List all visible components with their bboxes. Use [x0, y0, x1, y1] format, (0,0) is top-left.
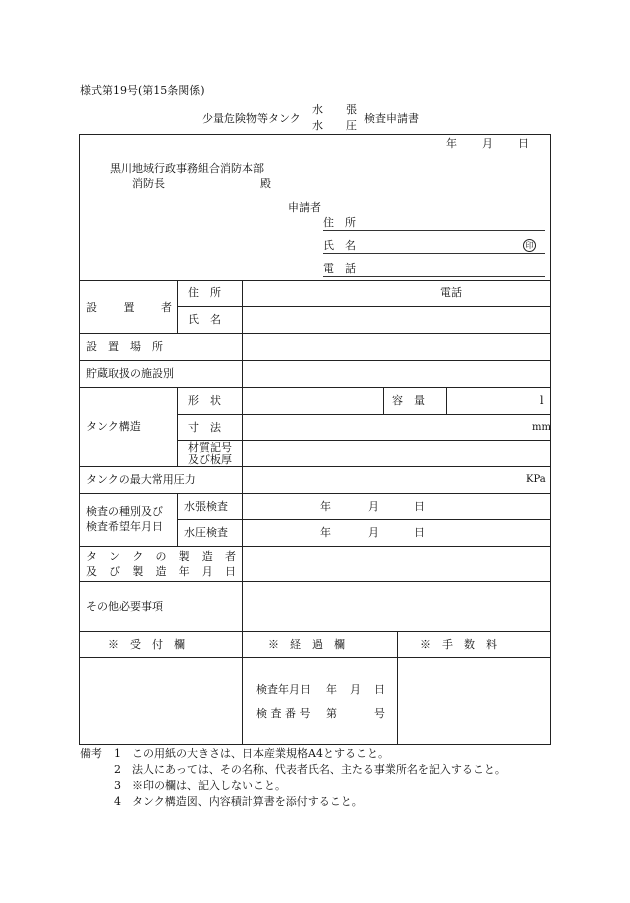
- rule: [80, 546, 550, 547]
- rule: [242, 493, 243, 546]
- rule: [177, 306, 550, 307]
- remark-number: 1: [114, 747, 121, 760]
- rule: [242, 333, 243, 387]
- inspection-label-2: 検査希望年月日: [86, 520, 163, 533]
- manufacturer-label-2: 及 び 製 造 年 月 日: [86, 565, 236, 578]
- rule: [242, 546, 243, 631]
- remarks-label: 備考: [80, 747, 102, 760]
- inspection-date-day: 日: [374, 683, 385, 696]
- installer-name-label: 氏 名: [188, 313, 221, 326]
- remark-number: 2: [114, 763, 121, 776]
- facility-type-label: 貯蔵取扱の施設別: [86, 367, 174, 380]
- max-pressure-unit: KPa: [526, 474, 546, 485]
- date-year: 年: [446, 137, 457, 150]
- progress-column-header: ※ 経 過 欄: [268, 638, 345, 651]
- remark-number: 3: [114, 779, 121, 792]
- rule: [80, 466, 550, 467]
- date-day: 日: [518, 137, 529, 150]
- dimension-unit: mm: [532, 422, 551, 433]
- applicant-phone-label: 電 話: [323, 262, 356, 275]
- max-pressure-label: タンクの最大常用圧力: [86, 473, 196, 486]
- water-fill-month: 月: [368, 500, 379, 513]
- remark-text: 法人にあっては、その名称、代表者氏名、主たる事業所名を記入すること。: [132, 763, 506, 776]
- date-month: 月: [482, 137, 493, 150]
- water-pressure-year: 年: [320, 526, 331, 539]
- rule: [80, 631, 550, 632]
- inspection-number-prefix: 第: [326, 707, 337, 720]
- remark-text: タンク構造図、内容積計算書を添付すること。: [132, 795, 363, 808]
- installer-label: 設 置 者: [86, 301, 172, 314]
- applicant-address-line: [323, 230, 545, 231]
- form-title: [0, 100, 630, 134]
- tank-structure-label: タンク構造: [86, 420, 141, 433]
- applicant-name-line: [323, 253, 545, 254]
- rule: [177, 493, 178, 546]
- rule: [80, 387, 550, 388]
- title-option-fill: 張: [346, 103, 357, 116]
- title-suffix: 検査申請書: [364, 112, 419, 125]
- rule: [446, 387, 447, 414]
- fee-column-header: ※ 手 数 料: [420, 638, 497, 651]
- rule: [80, 333, 550, 334]
- water-pressure-day: 日: [414, 526, 425, 539]
- title-prefix: 少量危険物等タンク: [202, 112, 301, 125]
- capacity-unit: l: [540, 394, 544, 407]
- rule: [242, 631, 243, 745]
- capacity-label: 容 量: [392, 394, 425, 407]
- dimension-label: 寸 法: [188, 421, 221, 434]
- rule: [177, 387, 178, 466]
- rule: [242, 280, 243, 333]
- installer-phone-label: 電話: [440, 286, 462, 299]
- water-pressure-month: 月: [368, 526, 379, 539]
- honorific: 殿: [260, 177, 271, 190]
- recipient-title: 消防長: [132, 177, 165, 190]
- title-option-water-bottom: 水: [312, 119, 323, 132]
- rule: [177, 414, 550, 415]
- water-fill-year: 年: [320, 500, 331, 513]
- seal-mark: 印: [523, 239, 536, 252]
- form-number: 様式第19号(第15条関係): [80, 84, 205, 97]
- rule: [242, 387, 243, 466]
- rule: [80, 657, 550, 658]
- applicant-address-label: 住 所: [323, 216, 356, 229]
- applicant-phone-line: [323, 276, 545, 277]
- water-fill-day: 日: [414, 500, 425, 513]
- rule: [383, 387, 384, 414]
- inspection-number-suffix: 号: [374, 707, 385, 720]
- applicant-name-label: 氏 名: [323, 239, 356, 252]
- rule: [177, 440, 550, 441]
- remark-number: 4: [114, 795, 121, 808]
- installer-address-label: 住 所: [188, 286, 221, 299]
- rule: [80, 280, 550, 281]
- rule: [397, 631, 398, 745]
- manufacturer-label-1: タ ン ク の 製 造 者: [86, 550, 236, 563]
- applicant-label: 申請者: [288, 201, 321, 214]
- rule: [177, 519, 550, 520]
- title-option-water-top: 水: [312, 103, 323, 116]
- shape-label: 形 状: [188, 394, 221, 407]
- recipient-organization: 黒川地域行政事務組合消防本部: [110, 162, 264, 175]
- other-requirements-label: その他必要事項: [86, 600, 163, 613]
- rule: [80, 493, 550, 494]
- remark-text: ※印の欄は、記入しないこと。: [132, 779, 286, 792]
- material-label-1: 材質記号: [188, 441, 232, 454]
- rule: [242, 466, 243, 493]
- title-option-pressure: 圧: [346, 119, 357, 132]
- inspection-date-label: 検査年月日: [256, 683, 311, 696]
- rule: [80, 581, 550, 582]
- rule: [80, 360, 550, 361]
- material-label-2: 及び板厚: [188, 453, 232, 466]
- form-table: [79, 134, 551, 745]
- inspection-number-label: 検 査 番 号: [256, 707, 311, 720]
- remark-text: この用紙の大きさは、日本産業規格A4とすること。: [132, 747, 389, 760]
- water-fill-inspection-label: 水張検査: [184, 500, 228, 513]
- rule: [177, 280, 178, 333]
- installation-location-label: 設 置 場 所: [86, 340, 163, 353]
- inspection-date-year: 年: [326, 683, 337, 696]
- inspection-label-1: 検査の種別及び: [86, 505, 163, 518]
- reception-column-header: ※ 受 付 欄: [108, 638, 185, 651]
- water-pressure-inspection-label: 水圧検査: [184, 526, 228, 539]
- inspection-date-month: 月: [350, 683, 361, 696]
